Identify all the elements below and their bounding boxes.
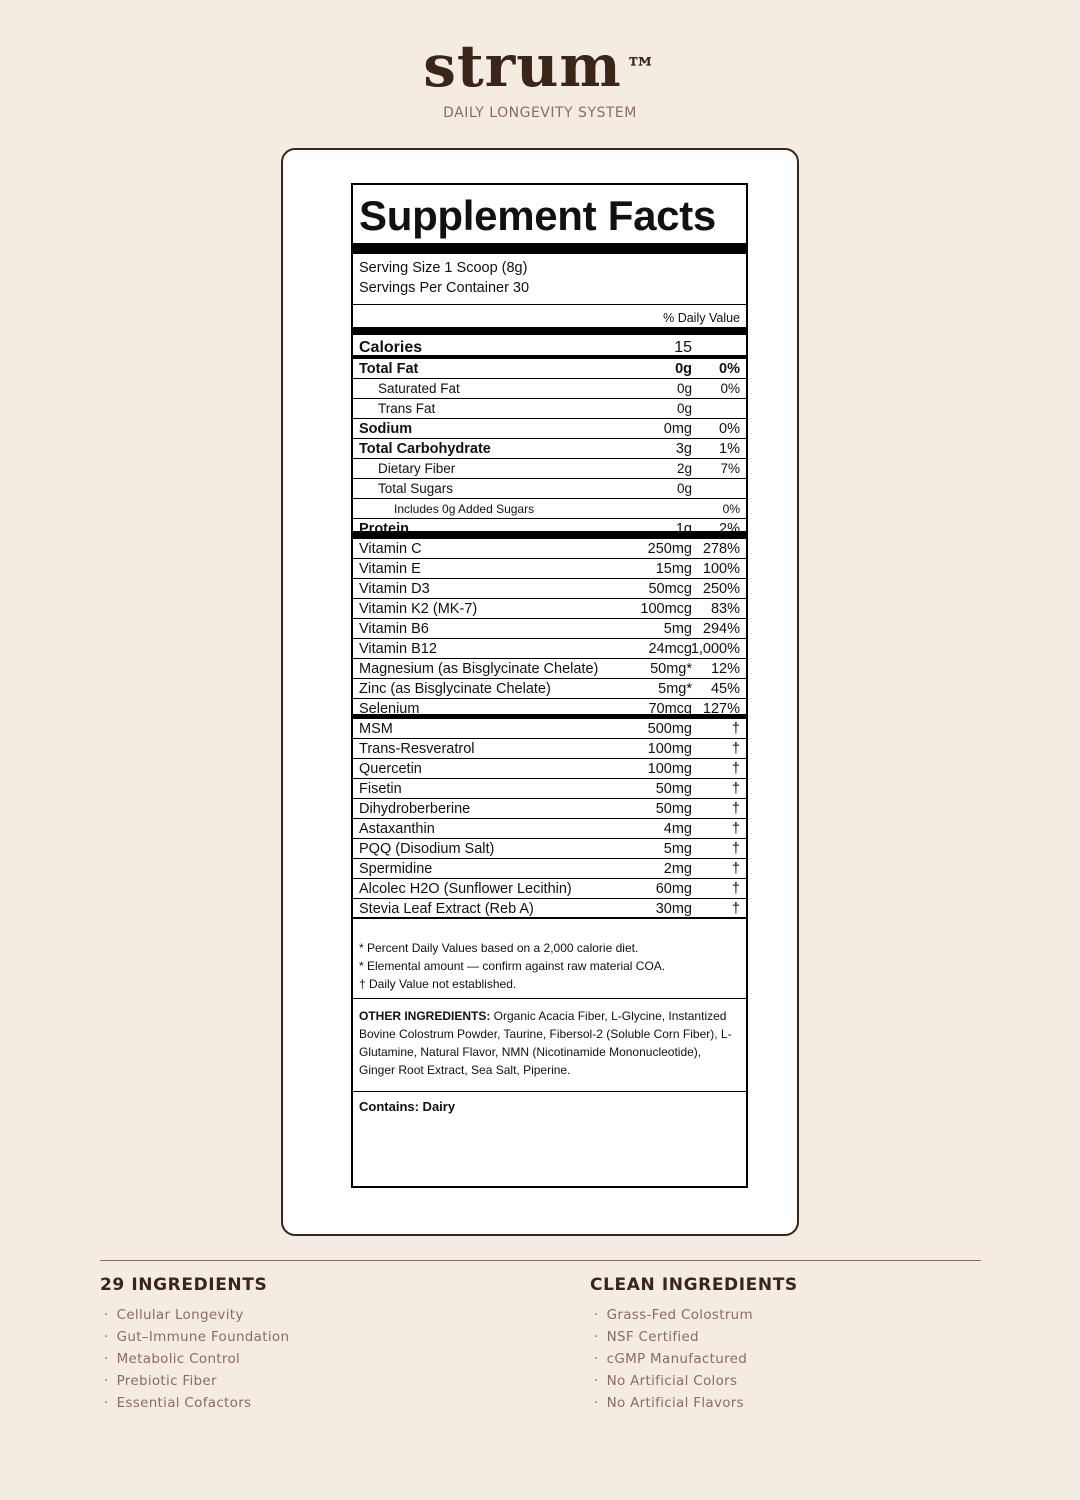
vitamin-row bbox=[353, 599, 746, 619]
other-ingredients-text: Organic Acacia Fiber, L-Glycine, Instantized Bovine Colostrum Powder, Taurine, Fibersol-2 (Soluble Corn Fiber), L-Glutamine, Natural Flavor, NMN (Nicotinamide Mononucleotide), Ginger Root Extract, Sea Salt, Piperine. bbox=[359, 1009, 732, 1077]
left-column bbox=[100, 1274, 520, 1414]
ingredient-amount: 50mg bbox=[655, 801, 692, 817]
nutrient-amount: 0mg bbox=[663, 421, 692, 437]
vitamin-name: Vitamin E bbox=[359, 561, 421, 577]
vitamin-row bbox=[353, 699, 746, 719]
ingredient-row bbox=[353, 819, 746, 839]
ingredient-amount: 30mg bbox=[655, 901, 692, 917]
vitamin-dv: 83% bbox=[710, 601, 740, 617]
vitamin-row bbox=[353, 639, 746, 659]
vitamin-row bbox=[353, 619, 746, 639]
ingredient-row bbox=[353, 899, 746, 919]
footnote: * Percent Daily Values based on a 2,000 calorie diet. bbox=[359, 941, 639, 955]
list-item bbox=[590, 1304, 1010, 1326]
dagger-mark: † bbox=[731, 721, 740, 737]
dagger-mark: † bbox=[731, 881, 740, 897]
list-item-label: No Artificial Colors bbox=[606, 1373, 738, 1389]
ingredient-name: Dihydroberberine bbox=[359, 801, 471, 817]
nutrient-row bbox=[353, 519, 746, 539]
bullet-icon: · bbox=[594, 1329, 599, 1345]
ingredient-name: Trans-Resveratrol bbox=[359, 741, 475, 757]
nutrient-amount: 0g bbox=[676, 481, 692, 496]
supplement-facts-label bbox=[351, 183, 748, 1188]
dagger-mark: † bbox=[731, 901, 740, 917]
ingredient-name: Spermidine bbox=[359, 861, 433, 877]
nutrient-name: Total Fat bbox=[359, 361, 419, 377]
ingredient-amount: 60mg bbox=[655, 881, 692, 897]
other-ingredients bbox=[353, 999, 746, 1092]
nutrient-amount: 1g bbox=[675, 521, 692, 537]
dagger-mark: † bbox=[731, 801, 740, 817]
list-item bbox=[590, 1326, 1010, 1348]
facts-title: Supplement Facts bbox=[353, 185, 746, 254]
nutrient-dv: 1% bbox=[719, 441, 740, 457]
bullet-icon: · bbox=[594, 1307, 599, 1323]
bullet-icon: · bbox=[594, 1395, 599, 1411]
serving-size: Serving Size 1 Scoop (8g) bbox=[359, 260, 528, 276]
ingredient-amount: 2mg bbox=[663, 861, 692, 877]
ingredient-amount: 500mg bbox=[647, 721, 692, 737]
other-ingredients-label: OTHER INGREDIENTS: bbox=[359, 1009, 491, 1023]
brand-logo bbox=[0, 32, 1080, 100]
vitamin-amount: 50mcg bbox=[648, 581, 692, 597]
ingredient-amount: 50mg bbox=[655, 781, 692, 797]
nutrient-row bbox=[353, 439, 746, 459]
list-item-label: NSF Certified bbox=[606, 1329, 699, 1345]
ingredient-amount: 100mg bbox=[647, 761, 692, 777]
vitamin-amount: 24mcg bbox=[648, 641, 692, 657]
ingredient-name: Stevia Leaf Extract (Reb A) bbox=[359, 901, 534, 917]
nutrient-row bbox=[353, 459, 746, 479]
trademark-symbol: ™ bbox=[625, 52, 657, 87]
serving-info bbox=[353, 254, 746, 305]
dagger-mark: † bbox=[731, 741, 740, 757]
nutrient-name: Dietary Fiber bbox=[378, 461, 456, 476]
vitamin-dv: 1,000% bbox=[690, 641, 740, 657]
ingredient-row bbox=[353, 879, 746, 899]
right-column bbox=[590, 1274, 1010, 1414]
nutrient-name: Trans Fat bbox=[378, 401, 436, 416]
list-item bbox=[590, 1392, 1010, 1414]
vitamin-name: Magnesium (as Bisglycinate Chelate) bbox=[359, 661, 599, 677]
nutrient-name: Includes 0g Added Sugars bbox=[394, 502, 535, 516]
vitamin-row bbox=[353, 559, 746, 579]
ingredient-row bbox=[353, 759, 746, 779]
list-item bbox=[590, 1348, 1010, 1370]
vitamin-dv: 45% bbox=[710, 681, 740, 697]
bullet-icon: · bbox=[104, 1329, 109, 1345]
vitamin-amount: 70mcg bbox=[648, 701, 692, 717]
list-item bbox=[100, 1392, 520, 1414]
vitamin-name: Zinc (as Bisglycinate Chelate) bbox=[359, 681, 551, 697]
vitamin-row bbox=[353, 539, 746, 559]
right-column-list bbox=[590, 1304, 1010, 1414]
ingredient-amount: 4mg bbox=[663, 821, 692, 837]
section-divider bbox=[100, 1260, 981, 1261]
nutrient-name: Protein bbox=[359, 521, 409, 537]
footnote: † Daily Value not established. bbox=[359, 977, 517, 991]
bullet-icon: · bbox=[594, 1373, 599, 1389]
list-item-label: Metabolic Control bbox=[116, 1351, 241, 1367]
nutrient-row bbox=[353, 399, 746, 419]
ingredient-name: Astaxanthin bbox=[359, 821, 435, 837]
list-item bbox=[100, 1370, 520, 1392]
ingredient-name: Fisetin bbox=[359, 781, 402, 797]
vitamin-name: Vitamin K2 (MK-7) bbox=[359, 601, 478, 617]
vitamin-dv: 278% bbox=[702, 541, 740, 557]
nutrient-name: Total Sugars bbox=[378, 481, 454, 496]
ingredient-amount: 5mg bbox=[663, 841, 692, 857]
bullet-icon: · bbox=[104, 1351, 109, 1367]
nutrient-dv: 0% bbox=[720, 381, 740, 396]
nutrient-row bbox=[353, 499, 746, 519]
nutrient-name: Saturated Fat bbox=[378, 381, 460, 396]
left-column-heading: 29 INGREDIENTS bbox=[100, 1275, 268, 1295]
bullet-icon: · bbox=[104, 1307, 109, 1323]
nutrient-row bbox=[353, 379, 746, 399]
vitamin-row bbox=[353, 679, 746, 699]
brand-tagline: DAILY LONGEVITY SYSTEM bbox=[443, 105, 637, 121]
list-item bbox=[100, 1326, 520, 1348]
footnotes bbox=[353, 919, 746, 999]
nutrient-dv: 0% bbox=[719, 361, 740, 377]
footnote: * Elemental amount — confirm against raw material COA. bbox=[359, 959, 666, 973]
nutrient-amount: 0g bbox=[676, 381, 692, 396]
calories-amount: 15 bbox=[674, 339, 692, 356]
bullet-icon: · bbox=[594, 1351, 599, 1367]
nutrient-dv: 2% bbox=[719, 521, 740, 537]
vitamin-amount: 250mg bbox=[647, 541, 692, 557]
list-item-label: cGMP Manufactured bbox=[606, 1351, 748, 1367]
vitamin-amount: 15mg bbox=[655, 561, 692, 577]
vitamin-dv: 12% bbox=[710, 661, 740, 677]
vitamin-row bbox=[353, 659, 746, 679]
vitamin-amount: 100mcg bbox=[640, 601, 692, 617]
vitamin-name: Vitamin B6 bbox=[359, 621, 429, 637]
servings-per-container: Servings Per Container 30 bbox=[359, 280, 530, 296]
vitamin-name: Selenium bbox=[359, 701, 420, 717]
right-column-heading: CLEAN INGREDIENTS bbox=[590, 1275, 798, 1295]
ingredient-row bbox=[353, 839, 746, 859]
list-item-label: Cellular Longevity bbox=[116, 1307, 244, 1323]
list-item-label: Grass-Fed Colostrum bbox=[606, 1307, 753, 1323]
dagger-mark: † bbox=[731, 861, 740, 877]
nutrient-name: Total Carbohydrate bbox=[359, 441, 491, 457]
list-item bbox=[590, 1370, 1010, 1392]
list-item bbox=[100, 1304, 520, 1326]
nutrient-dv: 7% bbox=[720, 461, 740, 476]
nutrient-row bbox=[353, 359, 746, 379]
bullet-icon: · bbox=[104, 1395, 109, 1411]
vitamin-dv: 100% bbox=[702, 561, 740, 577]
daily-value-header: % Daily Value bbox=[353, 305, 746, 335]
brand-name: strum bbox=[423, 32, 622, 100]
list-item-label: Gut–Immune Foundation bbox=[116, 1329, 290, 1345]
bullet-icon: · bbox=[104, 1373, 109, 1389]
ingredient-name: PQQ (Disodium Salt) bbox=[359, 841, 495, 857]
nutrient-dv: 0% bbox=[719, 421, 740, 437]
ingredient-row bbox=[353, 739, 746, 759]
ingredient-name: MSM bbox=[359, 721, 393, 737]
nutrient-amount: 0g bbox=[675, 361, 692, 377]
dagger-mark: † bbox=[731, 781, 740, 797]
calories-label: Calories bbox=[359, 339, 423, 356]
list-item bbox=[100, 1348, 520, 1370]
vitamin-dv: 127% bbox=[702, 701, 740, 717]
vitamin-dv: 294% bbox=[702, 621, 740, 637]
calories-row bbox=[353, 335, 746, 359]
dagger-mark: † bbox=[731, 821, 740, 837]
dagger-mark: † bbox=[731, 841, 740, 857]
list-item-label: No Artificial Flavors bbox=[606, 1395, 744, 1411]
ingredient-amount: 100mg bbox=[647, 741, 692, 757]
allergen-statement: Contains: Dairy bbox=[359, 1099, 456, 1114]
ingredient-row bbox=[353, 799, 746, 819]
ingredient-row bbox=[353, 779, 746, 799]
nutrient-row bbox=[353, 419, 746, 439]
vitamin-amount: 5mg bbox=[663, 621, 692, 637]
nutrient-dv: 0% bbox=[722, 502, 740, 516]
nutrient-amount: 3g bbox=[675, 441, 692, 457]
vitamin-name: Vitamin B12 bbox=[359, 641, 437, 657]
vitamin-amount: 5mg* bbox=[658, 681, 692, 697]
vitamin-dv: 250% bbox=[702, 581, 740, 597]
nutrient-amount: 2g bbox=[676, 461, 692, 476]
list-item-label: Prebiotic Fiber bbox=[116, 1373, 217, 1389]
ingredient-name: Quercetin bbox=[359, 761, 422, 777]
ingredient-name: Alcolec H2O (Sunflower Lecithin) bbox=[359, 881, 572, 897]
nutrient-name: Sodium bbox=[359, 421, 413, 437]
ingredient-row bbox=[353, 859, 746, 879]
vitamin-name: Vitamin C bbox=[359, 541, 422, 557]
vitamin-amount: 50mg* bbox=[650, 661, 692, 677]
left-column-list bbox=[100, 1304, 520, 1414]
list-item-label: Essential Cofactors bbox=[116, 1395, 252, 1411]
nutrient-amount: 0g bbox=[676, 401, 692, 416]
vitamin-row bbox=[353, 579, 746, 599]
dagger-mark: † bbox=[731, 761, 740, 777]
nutrient-row bbox=[353, 479, 746, 499]
vitamin-name: Vitamin D3 bbox=[359, 581, 430, 597]
ingredient-row bbox=[353, 719, 746, 739]
